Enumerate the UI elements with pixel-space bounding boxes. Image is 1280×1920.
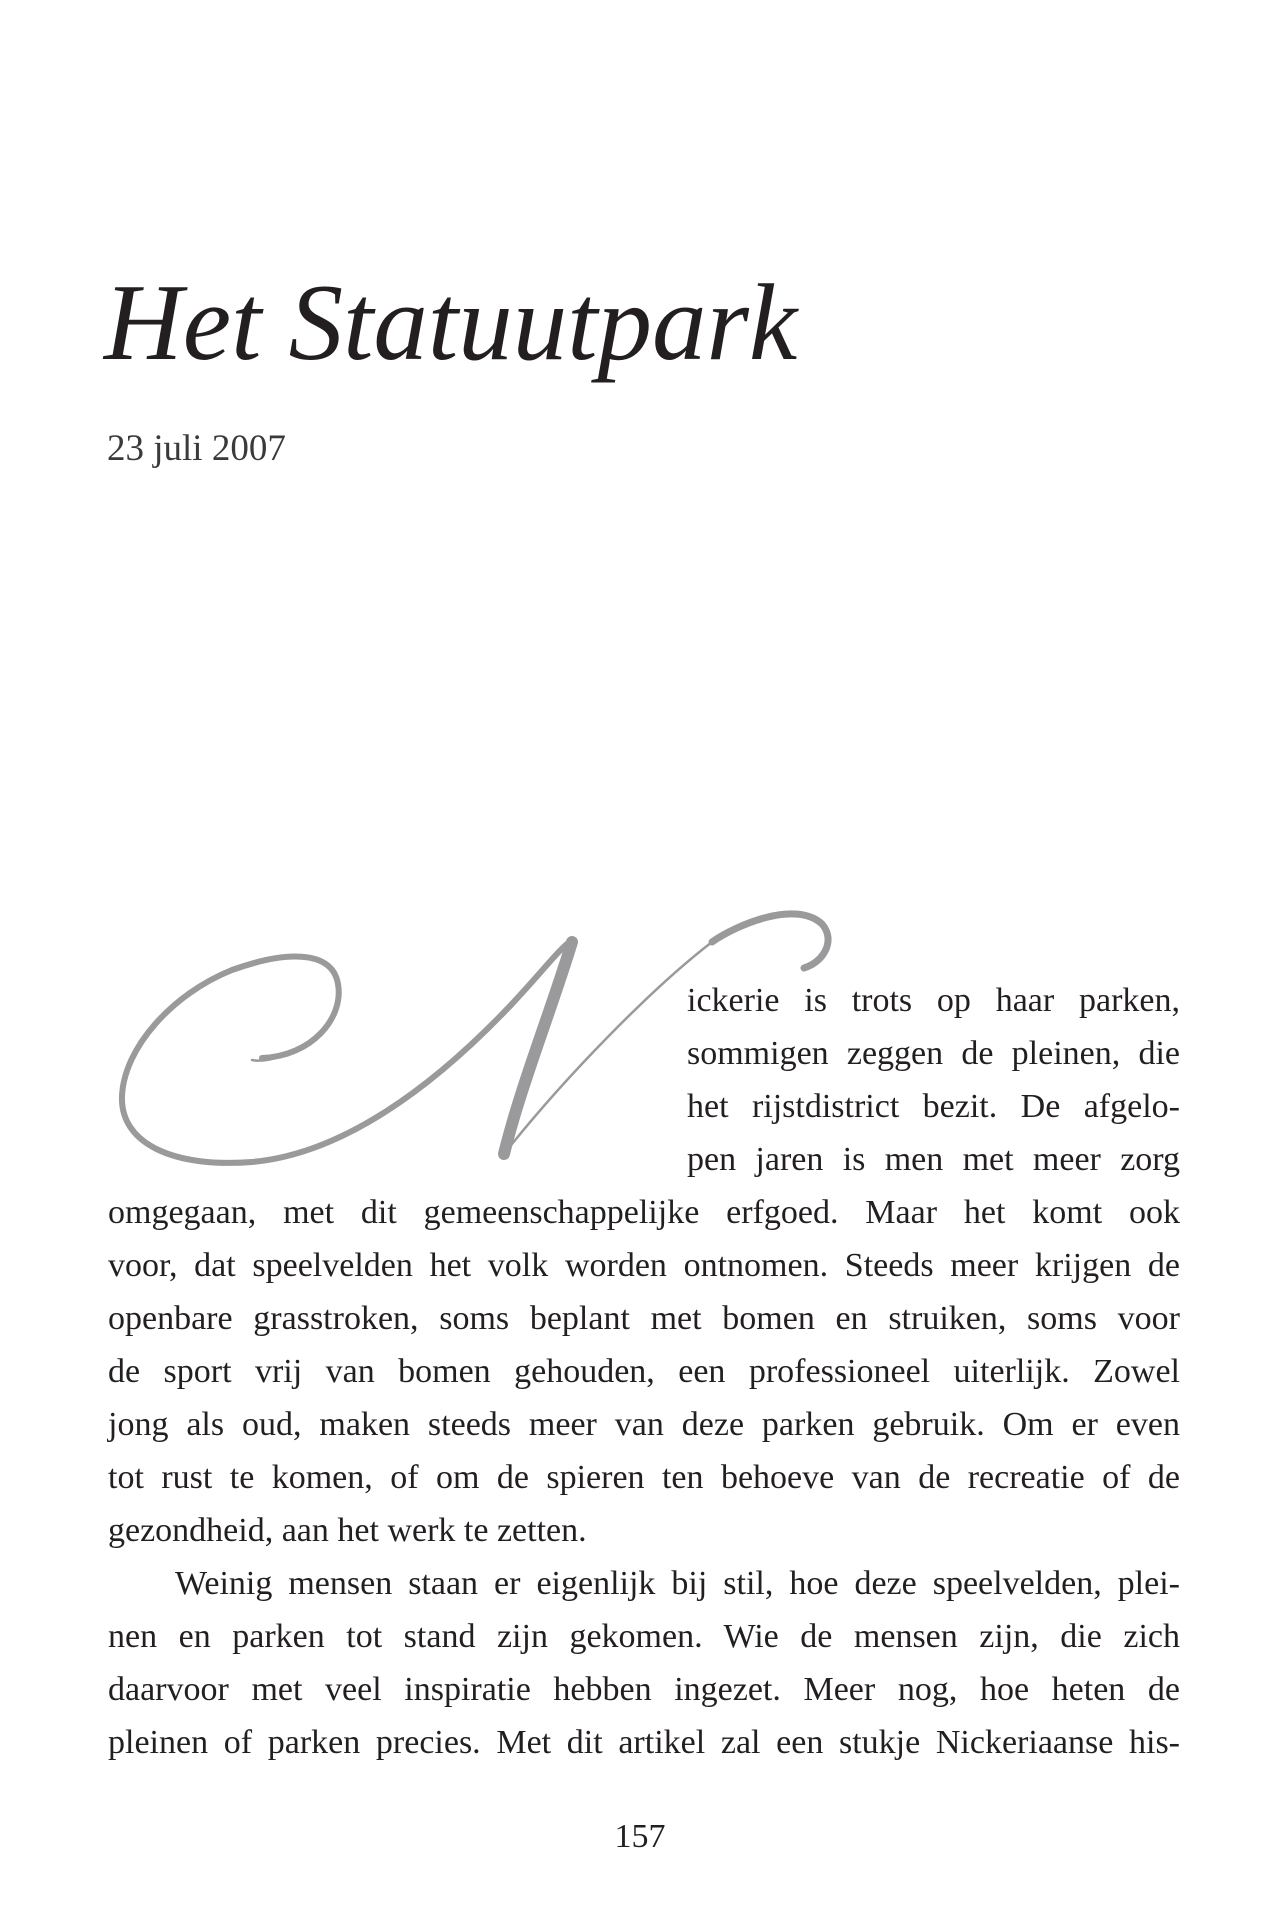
body-line: pen jaren is men met meer zorg <box>687 1141 1180 1178</box>
body-line: de sport vrij van bomen gehouden, een professioneel uiterlijk. Zowel <box>108 1353 1180 1390</box>
body-line: tot rust te komen, of om de spieren ten behoeve van de recreatie of de <box>108 1459 1180 1496</box>
body-line: omgegaan, met dit gemeenschappelijke erfgoed. Maar het komt ook <box>108 1194 1180 1231</box>
body-line: het rijstdistrict bezit. De afgelo- <box>687 1088 1180 1125</box>
body-line: daarvoor met veel inspiratie hebben ingezet. Meer nog, hoe heten de <box>108 1671 1180 1708</box>
body-line: pleinen of parken precies. Met dit artikel zal een stukje Nickeriaanse his- <box>108 1724 1180 1761</box>
body-line: openbare grasstroken, soms beplant met bomen en struiken, soms voor <box>108 1300 1180 1337</box>
body-line: gezondheid, aan het werk te zetten. <box>108 1512 587 1549</box>
page-number: 157 <box>614 1818 666 1855</box>
body-line: sommigen zeggen de pleinen, die <box>687 1035 1180 1072</box>
body-line: Weinig mensen staan er eigenlijk bij stil, hoe deze speelvelden, plei- <box>175 1565 1180 1602</box>
body-line: ickerie is trots op haar parken, <box>687 982 1180 1019</box>
chapter-title: Het Statuutpark <box>104 262 798 383</box>
body-line: voor, dat speelvelden het volk worden ontnomen. Steeds meer krijgen de <box>108 1247 1180 1284</box>
chapter-date: 23 juli 2007 <box>107 428 286 469</box>
body-line: nen en parken tot stand zijn gekomen. Wie de mensen zijn, die zich <box>108 1618 1180 1655</box>
body-line: jong als oud, maken steeds meer van deze parken gebruik. Om er even <box>108 1406 1180 1443</box>
